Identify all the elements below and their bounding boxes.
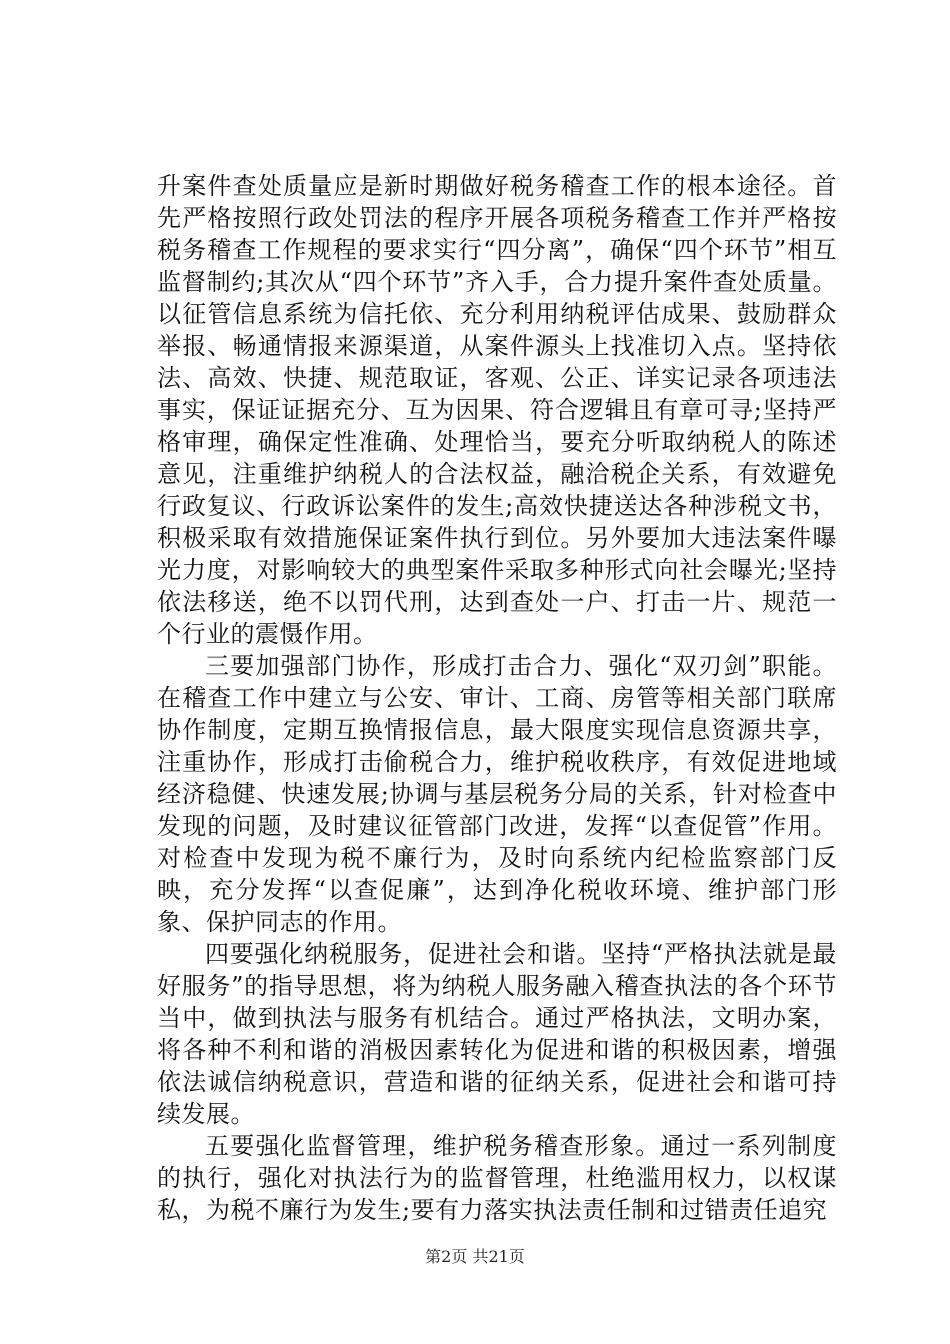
- paragraph-case-quality: 升案件查处质量应是新时期做好税务稽查工作的根本途径。首先严格按照行政处罚法的程序开展各项税务稽查工作并严格按税务稽查工作规程的要求实行“四分离”，确保“四个环节”相互监督制约;其次从“四个环节”齐入手，合力提升案件查处质量。以征管信息系统为信托依、充分利用纳税评估成果、鼓励群众举报、畅通情报来源渠道，从案件源头上找准切入点。坚持依法、高效、快捷、规范取证，客观、公正、详实记录各项违法事实，保证证据充分、互为因果、符合逻辑且有章可寻;坚持严格审理，确保定性准确、处理恰当，要充分听取纳税人的陈述意见，注重维护纳税人的合法权益，融洽税企关系，有效避免行政复议、行政诉讼案件的发生;高效快捷送达各种涉税文书，积极采取有效措施保证案件执行到位。另外要加大违法案件曝光力度，对影响较大的典型案件采取多种形式向社会曝光;坚持依法移送，绝不以罚代刑，达到查处一户、打击一片、规范一个行业的震慑作用。: [157, 172, 837, 648]
- page-number-footer: 第2页 共21页: [425, 1247, 525, 1266]
- paragraph-department-cooperation: 三要加强部门协作，形成打击合力、强化“双刃剑”职能。在稽查工作中建立与公安、审计、工商、房管等相关部门联席协作制度，定期互换情报信息，最大限度实现信息资源共享，注重协作，形成打击偷税合力，维护税收秩序，有效促进地域经济稳健、快速发展;协调与基层税务分局的关系，针对检查中发现的问题，及时建议征管部门改进，发挥“以查促管”作用。对检查中发现为税不廉行为，及时向系统内纪检监察部门反映，充分发挥“以查促廉”，达到净化税收环境、维护部门形象、保护同志的作用。: [157, 652, 837, 936]
- paragraph-tax-service: 四要强化纳税服务，促进社会和谐。坚持“严格执法就是最好服务”的指导思想，将为纳税人服务融入稽查执法的各个环节当中，做到执法与服务有机结合。通过严格执法，文明办案，将各种不利和谐的消极因素转化为促进和谐的积极因素，增强依法诚信纳税意识，营造和谐的征纳关系，促进社会和谐可持续发展。: [157, 940, 837, 1128]
- body-text: [157, 170, 837, 1226]
- paragraph-supervision: 五要强化监督管理，维护税务稽查形象。通过一系列制度的执行，强化对执法行为的监督管理，杜绝滥用权力，以权谋私，为税不廉行为发生;要有力落实执法责任制和过错责任追究: [157, 1132, 837, 1224]
